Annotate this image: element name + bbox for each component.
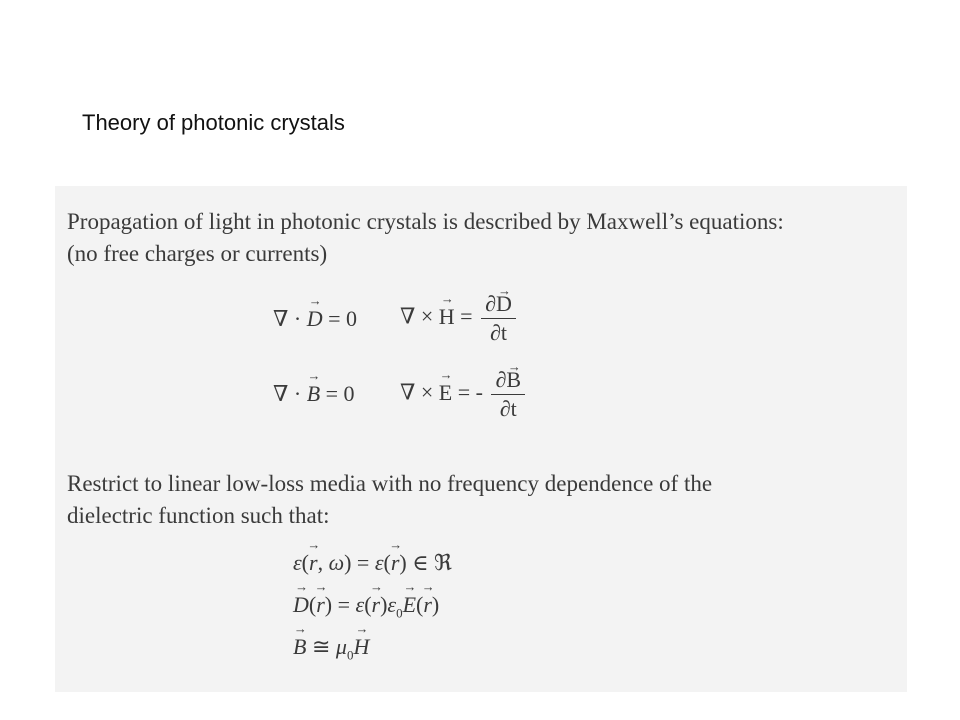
equation-curl-e: ∇ × → E = - $\frac{\partial\to B}{\partial t}$ <box>400 366 525 423</box>
equation-curl-h: ∇ × → H = $\frac{\partial\to D}{\partial t}$ <box>400 290 516 347</box>
equation-div-b: ∇ · → B = 0 <box>273 381 355 407</box>
restrict-paragraph <box>67 468 907 532</box>
intro-line-2: (no free charges or currents) <box>67 241 328 266</box>
slide-title: Theory of photonic crystals <box>82 110 345 135</box>
equation-d-relation: → $D(\to r) = \varepsilon(\to r)\varepsilon_0\to E(\to r)$ <box>293 592 439 621</box>
equation-b-relation: → B ≅ $\mu_0\to H$ <box>293 634 369 663</box>
restrict-line-1: Restrict to linear low-loss media with no frequency dependence of the <box>67 471 713 496</box>
intro-line-1: Propagation of light in photonic crystals is described by Maxwell’s equations: <box>67 209 784 234</box>
equation-div-d: ∇ · → D = 0 <box>273 306 357 332</box>
restrict-line-2: dielectric function such that: <box>67 503 330 528</box>
intro-paragraph <box>67 206 907 270</box>
equation-epsilon: ε(→ r, ω) = ε(→ r) ∈ ℜ <box>293 550 452 576</box>
equation-panel <box>55 186 907 692</box>
